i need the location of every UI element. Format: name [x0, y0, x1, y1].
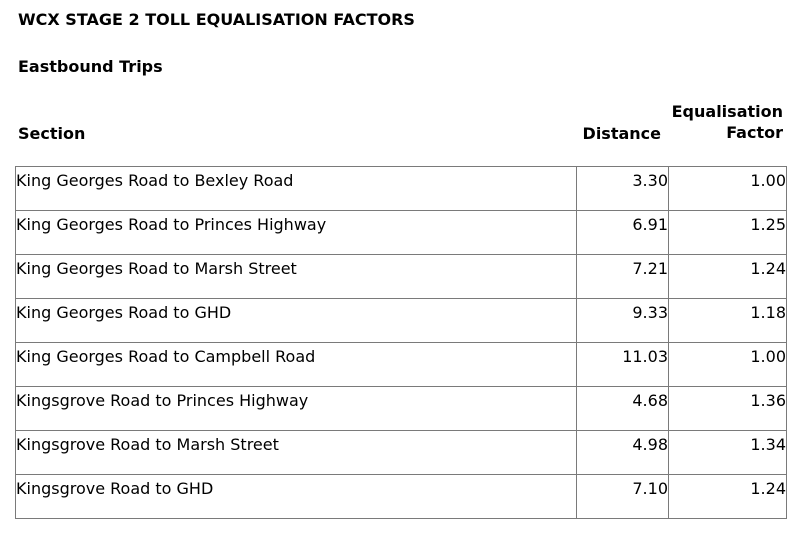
section-cell: King Georges Road to Bexley Road	[16, 167, 577, 211]
factor-cell: 1.18	[669, 299, 787, 343]
section-subtitle: Eastbound Trips	[18, 57, 163, 76]
column-header-distance: Distance	[582, 124, 661, 143]
table-row	[16, 343, 787, 387]
distance-cell: 3.30	[577, 167, 669, 211]
distance-cell: 11.03	[577, 343, 669, 387]
distance-cell: 4.68	[577, 387, 669, 431]
table-row	[16, 299, 787, 343]
column-header-factor-line2: Factor	[726, 123, 783, 142]
distance-cell: 4.98	[577, 431, 669, 475]
section-cell: King Georges Road to Princes Highway	[16, 211, 577, 255]
column-header-section: Section	[18, 124, 86, 143]
factor-cell: 1.24	[669, 475, 787, 519]
factor-cell: 1.24	[669, 255, 787, 299]
toll-factors-table	[15, 166, 787, 519]
section-cell: King Georges Road to GHD	[16, 299, 577, 343]
distance-cell: 7.10	[577, 475, 669, 519]
factor-cell: 1.36	[669, 387, 787, 431]
table-row	[16, 211, 787, 255]
factor-cell: 1.00	[669, 167, 787, 211]
factor-cell: 1.00	[669, 343, 787, 387]
section-cell: King Georges Road to Marsh Street	[16, 255, 577, 299]
page-title: WCX STAGE 2 TOLL EQUALISATION FACTORS	[18, 10, 415, 29]
distance-cell: 6.91	[577, 211, 669, 255]
column-header-factor	[672, 101, 783, 143]
distance-cell: 9.33	[577, 299, 669, 343]
table-row	[16, 167, 787, 211]
section-cell: Kingsgrove Road to Marsh Street	[16, 431, 577, 475]
distance-cell: 7.21	[577, 255, 669, 299]
section-cell: Kingsgrove Road to GHD	[16, 475, 577, 519]
column-header-factor-line1: Equalisation	[671, 102, 783, 121]
section-cell: King Georges Road to Campbell Road	[16, 343, 577, 387]
table-row	[16, 255, 787, 299]
factor-cell: 1.34	[669, 431, 787, 475]
table-row	[16, 475, 787, 519]
factor-cell: 1.25	[669, 211, 787, 255]
table-row	[16, 387, 787, 431]
section-cell: Kingsgrove Road to Princes Highway	[16, 387, 577, 431]
table-row	[16, 431, 787, 475]
